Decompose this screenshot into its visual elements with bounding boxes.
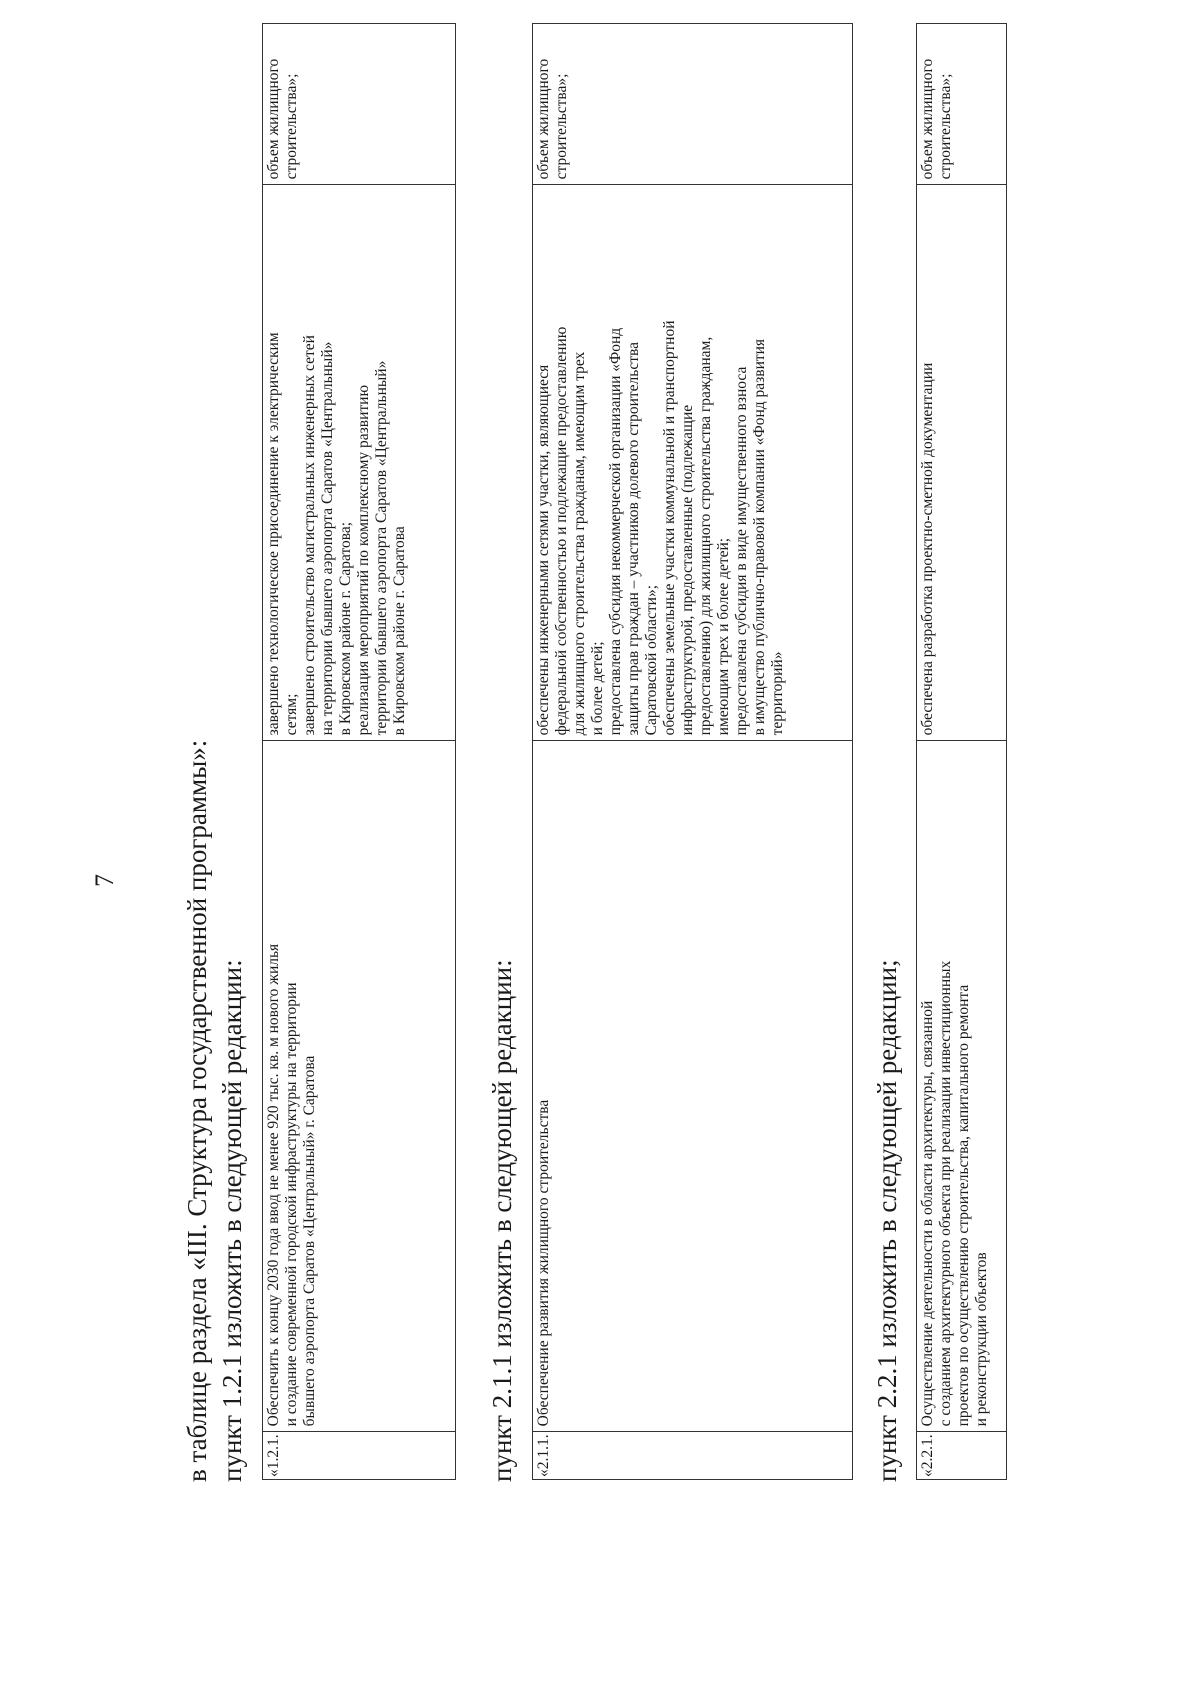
indicator-line: объем жилищного — [919, 58, 936, 180]
task-line: инфраструктурой, предоставленные (подлежащие — [679, 404, 696, 736]
task-line: в Кировском районе г. Саратова — [391, 526, 408, 736]
task-line: предоставлена субсидия в виде имущественного взноса — [733, 366, 750, 736]
table-row — [917, 24, 1007, 1480]
task-line: защиты прав граждан – участников долевого строительства — [625, 342, 642, 736]
task-line: реализация мероприятий по комплексному развитию — [355, 384, 372, 736]
program-table-1-2-1 — [262, 23, 456, 1480]
goal-cell — [533, 741, 853, 1432]
indicator-line: строительства»; — [937, 73, 954, 180]
indicator-cell — [917, 24, 1007, 185]
table-row — [533, 24, 853, 1480]
task-line: для жилищного строительства гражданам, имеющим трех — [571, 351, 588, 736]
section-heading-1-2-1: пункт 1.2.1 изложить в следующей редакции: — [217, 959, 247, 1482]
page-number: 7 — [90, 874, 119, 887]
item-number: «2.2.1. — [917, 1432, 1007, 1480]
task-line: на территории бывшего аэропорта Саратов «Центральный» — [319, 341, 336, 736]
item-number: «2.1.1. — [533, 1432, 853, 1480]
task-line: Саратовской области»; — [643, 584, 660, 736]
goal-cell — [263, 741, 456, 1432]
task-line: предоставлена субсидия некоммерческой организации «Фонд — [607, 327, 624, 736]
goal-line: и реконструкции объектов — [973, 1252, 990, 1427]
goal-line: Обеспечить к концу 2030 года ввод не менее 920 тыс. кв. м нового жилья — [265, 943, 282, 1427]
task-line: территории бывшего аэропорта Саратов «Центральный» — [373, 360, 390, 736]
indicator-line: строительства»; — [553, 73, 570, 180]
task-line: имеющим трех и более детей; — [715, 537, 732, 736]
goal-line: с созданием архитектурного объекта при реализации инвестиционных — [937, 960, 954, 1427]
task-line: предоставлению) для жилищного строительства гражданам, — [697, 336, 714, 736]
intro-heading: в таблице раздела «III. Структура государственной программы»: — [182, 739, 212, 1482]
section-heading-2-2-1: пункт 2.2.1 изложить в следующей редакции; — [872, 959, 902, 1482]
task-line: и более детей; — [589, 641, 606, 736]
item-number: «1.2.1. — [263, 1432, 456, 1480]
indicator-line: объем жилищного — [265, 58, 282, 180]
task-line: федеральной собственностью и подлежащие предоставлению — [553, 326, 570, 736]
task-line: в Кировском районе г. Саратова; — [337, 521, 354, 736]
program-table-2-1-1 — [532, 23, 853, 1480]
task-line: завершено технологическое присоединение к электрическим — [265, 332, 282, 736]
goal-line: проектов по осуществлению строительства, капитального ремонта — [955, 984, 972, 1427]
program-table-2-2-1 — [916, 23, 1007, 1480]
goal-line: Обеспечение развития жилищного строительства — [535, 1099, 552, 1427]
goal-line: и создание современной городской инфраструктуры на территории — [283, 982, 300, 1427]
task-line: в имущество публично-правовой компании «Фонд развития — [751, 338, 768, 736]
tasks-cell — [917, 185, 1007, 741]
task-line: сетям; — [283, 693, 300, 736]
section-heading-2-1-1: пункт 2.1.1 изложить в следующей редакции: — [487, 959, 517, 1482]
indicator-cell — [263, 24, 456, 185]
indicator-line: строительства»; — [283, 73, 300, 180]
indicator-line: объем жилищного — [535, 58, 552, 180]
task-line: завершено строительство магистральных инженерных сетей — [301, 335, 318, 736]
task-line: обеспечена разработка проектно-сметной документации — [919, 362, 936, 736]
task-line: обеспечены земельные участки коммунальной и транспортной — [661, 320, 678, 736]
tasks-cell — [533, 185, 853, 741]
goal-line: бывшего аэропорта Саратов «Центральный» г. Саратова — [301, 1055, 318, 1427]
task-line: обеспечены инженерными сетями участки, являющиеся — [535, 364, 552, 736]
tasks-cell — [263, 185, 456, 741]
task-line: территорий» — [769, 651, 786, 736]
goal-cell — [917, 741, 1007, 1432]
table-row — [263, 24, 456, 1480]
indicator-cell — [533, 24, 853, 185]
goal-line: Осуществление деятельности в области архитектуры, связанной — [919, 1000, 936, 1427]
